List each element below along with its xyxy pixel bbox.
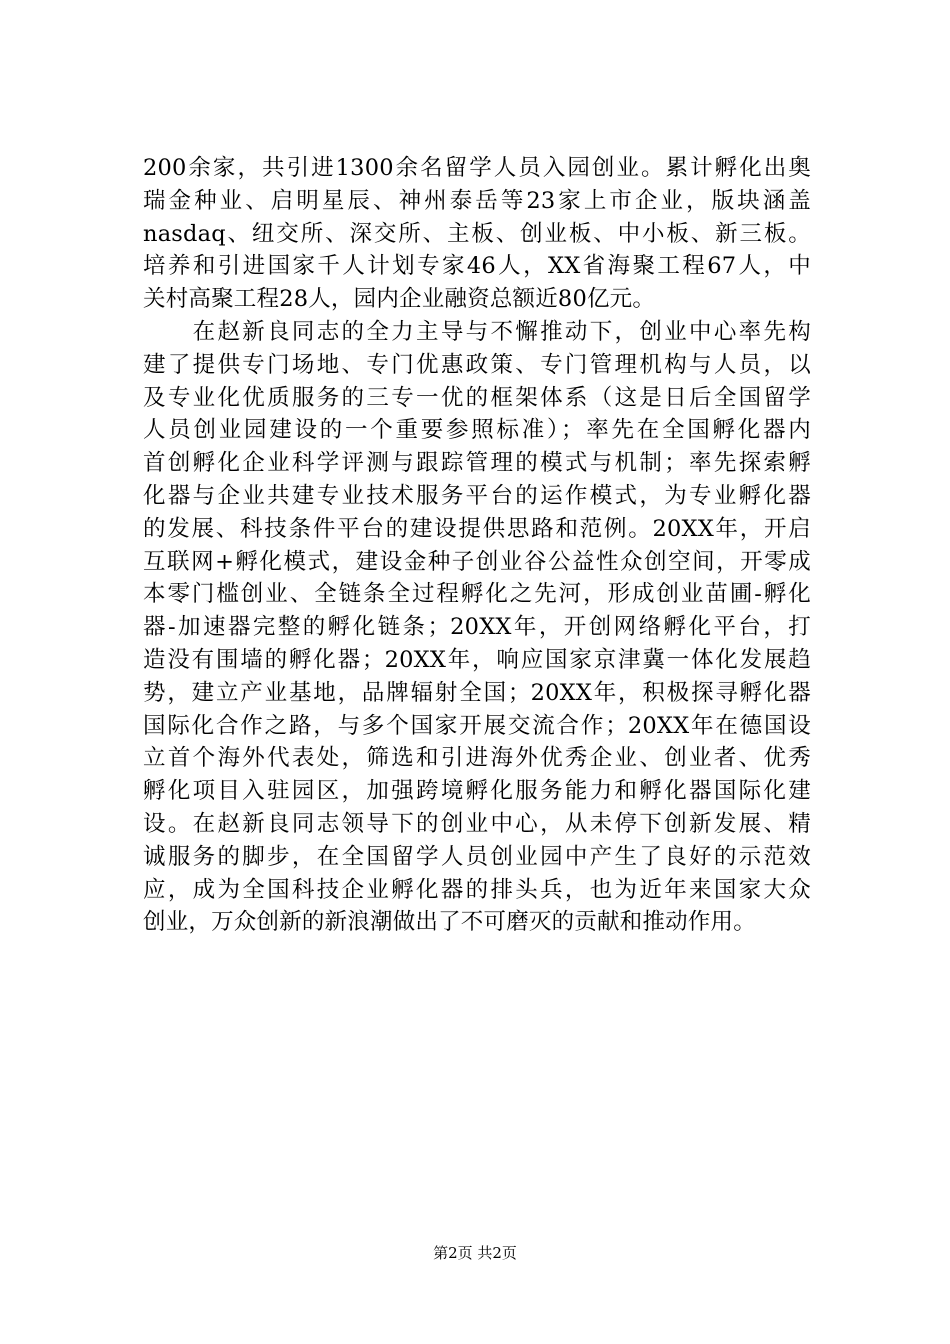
- text-line: 在赵新良同志的全力主导与不懈推动下，创业中心率先构: [143, 318, 811, 345]
- text-line: 关村高聚工程28人，园内企业融资总额近80亿元。: [143, 286, 656, 313]
- text-line: 本零门槛创业、全链条全过程孵化之先河，形成创业苗圃-孵化: [143, 581, 811, 608]
- text-line: 器-加速器完整的孵化链条；20XX年，开创网络孵化平台，打: [143, 614, 811, 641]
- text-line: 国际化合作之路，与多个国家开展交流合作；20XX年在德国设: [143, 712, 811, 739]
- text-line: nasdaq、纽交所、深交所、主板、创业板、中小板、新三板。: [143, 220, 811, 247]
- text-line: 的发展、科技条件平台的建设提供思路和范例。20XX年，开启: [143, 515, 811, 542]
- text-line: 诚服务的脚步，在全国留学人员创业园中产生了良好的示范效: [143, 843, 811, 870]
- text-line: 创业，万众创新的新浪潮做出了不可磨灭的贡献和推动作用。: [143, 909, 756, 936]
- text-line: 设。在赵新良同志领导下的创业中心，从未停下创新发展、精: [143, 810, 811, 837]
- text-line: 互联网+孵化模式，建设金种子创业谷公益性众创空间，开零成: [143, 548, 811, 575]
- text-line: 化器与企业共建专业技术服务平台的运作模式，为专业孵化器: [143, 482, 811, 509]
- body-text: [143, 152, 811, 939]
- page-footer: [0, 1243, 950, 1263]
- text-line: 应，成为全国科技企业孵化器的排头兵，也为近年来国家大众: [143, 876, 811, 903]
- text-line: 势，建立产业基地，品牌辐射全国；20XX年，积极探寻孵化器: [143, 679, 811, 706]
- text-line: 建了提供专门场地、专门优惠政策、专门管理机构与人员，以: [143, 351, 811, 378]
- text-line: 培养和引进国家千人计划专家46人，XX省海聚工程67人，中: [143, 253, 811, 280]
- text-line: 及专业化优质服务的三专一优的框架体系（这是日后全国留学: [143, 384, 811, 411]
- text-line: 立首个海外代表处，筛选和引进海外优秀企业、创业者、优秀: [143, 745, 811, 772]
- text-line: 造没有围墙的孵化器；20XX年，响应国家京津冀一体化发展趋: [143, 646, 811, 673]
- text-line: 孵化项目入驻园区，加强跨境孵化服务能力和孵化器国际化建: [143, 778, 811, 805]
- text-line: 人员创业园建设的一个重要参照标准）；率先在全国孵化器内: [143, 417, 811, 444]
- text-line: 瑞金种业、启明星辰、神州泰岳等23家上市企业，版块涵盖: [143, 187, 811, 214]
- text-line: 200余家，共引进1300余名留学人员入园创业。累计孵化出奥: [143, 155, 811, 181]
- page-number: 第2页 共2页: [433, 1244, 517, 1262]
- text-line: 首创孵化企业科学评测与跟踪管理的模式与机制；率先探索孵: [143, 450, 811, 477]
